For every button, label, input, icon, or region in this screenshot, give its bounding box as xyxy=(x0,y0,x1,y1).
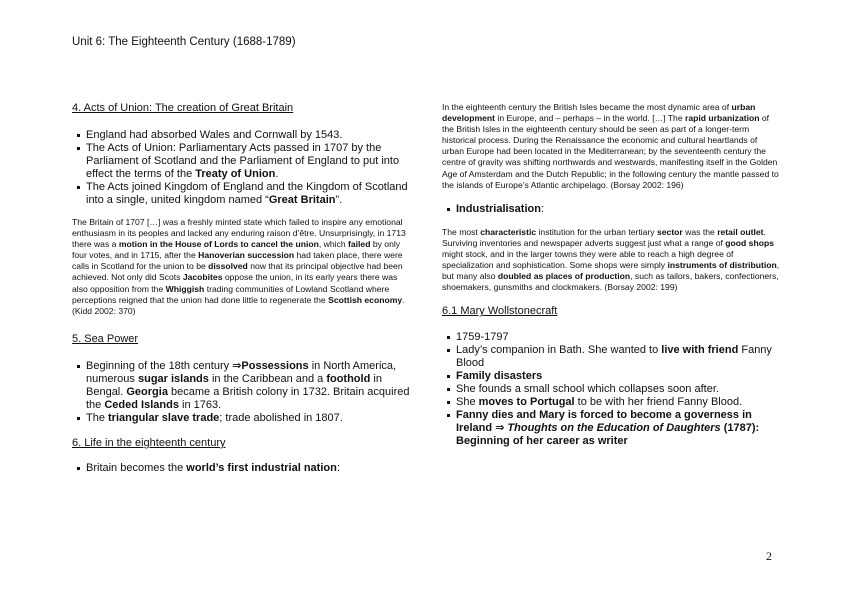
list-item: Lady’s companion in Bath. She wanted to live with friend Fanny Blood xyxy=(442,344,780,370)
right-column xyxy=(442,102,780,448)
wollstonecraft-list xyxy=(442,331,780,448)
acts-of-union-list xyxy=(72,129,414,207)
list-item: She moves to Portugal to be with her friend Fanny Blood. xyxy=(442,396,780,409)
list-item: England had absorbed Wales and Cornwall by 1543. xyxy=(72,129,414,142)
page-header: Unit 6: The Eighteenth Century (1688-1789) xyxy=(72,36,296,48)
section-heading-sea-power: 5. Sea Power xyxy=(72,332,139,345)
list-item: 1759-1797 xyxy=(442,331,780,344)
list-item: Family disasters xyxy=(442,370,780,383)
list-item: Industrialisation: xyxy=(442,203,780,216)
list-item: The triangular slave trade; trade abolished in 1807. xyxy=(72,412,414,425)
sea-power-list xyxy=(72,360,414,425)
quote-borsay-196: In the eighteenth century the British Isles became the most dynamic area of urban development in Europe, and – perhaps – in the world. […] The rapid urbanization of the British Isles in the eighteenth century should be seen as part of a longer-term historical process. During the Renaissance the economic and cultural heartlands of urban Europe had been located in the Mediterranean; by the seventeenth century the centre of gravity was shifting northwards and westwards, manifesting itself in the Golden Age of Amsterdam and the Dutch Republic; in the following century the mantle passed to the islands of Europe’s Atlantic archipelago. (Borsay 2002: 196) xyxy=(442,102,779,190)
list-item: The Acts of Union: Parliamentary Acts passed in 1707 by the Parliament of Scotland and the Parliament of England to put into effect the terms of the Treaty of Union. xyxy=(72,142,414,181)
list-item: Britain becomes the world’s first industrial nation: xyxy=(72,462,414,475)
list-item: She founds a small school which collapses soon after. xyxy=(442,383,780,396)
list-item: The Acts joined Kingdom of England and the Kingdom of Scotland into a single, united kingdom named “Great Britain”. xyxy=(72,181,414,207)
industrialisation-list xyxy=(442,203,780,216)
life-list xyxy=(72,462,414,475)
page-number: 2 xyxy=(766,549,772,563)
list-item: Beginning of the 18th century ⇒Possessions in North America, numerous sugar islands in the Caribbean and a foothold in Bengal. Georgia became a British colony in 1732. Britain acquired the Ceded Islands in 1763. xyxy=(72,360,414,412)
section-heading-wollstonecraft: 6.1 Mary Wollstonecraft xyxy=(442,305,558,318)
list-item: Fanny dies and Mary is forced to become a governess in Ireland ⇒ Thoughts on the Education of Daughters (1787): Beginning of her career as writer xyxy=(442,409,780,448)
left-column xyxy=(72,102,414,475)
arrow-icon: ⇒ xyxy=(495,422,505,435)
quote-borsay-199: The most characteristic institution for the urban tertiary sector was the retail outlet. Surviving inventories and newspaper adverts suggest just what a range of good shops might stock, and in the larger towns they were able to reach a high degree of specialization and sophistication. Some shops were simply instruments of distribution, but many also doubled as places of production, such as tailors, bakers, confectioners, shoemakers, gunsmiths and clockmakers. (Borsay 2002: 199) xyxy=(442,226,780,293)
quote-kidd: The Britain of 1707 […] was a freshly minted state which failed to inspire any emotional enthusiasm in its peoples and lacked any enduring raison d’être. Unsurprisingly, in 1713 there was a motion in the House of Lords to cancel the union, which failed by only four votes, and in 1715, after the Hanoverian succession had taken place, there were calls in Scotland for the union to be dissolved now that its principal objective had been achieved. Not only did Scots Jacobites oppose the union, in its early years there was also opposition from the Whiggish trading communities of Lowland Scotland where perceptions reigned that the union had done little to regenerate the Scottish economy. (Kidd 2002: 370) xyxy=(72,217,406,316)
arrow-icon: ⇒ xyxy=(232,359,242,372)
section-heading-life: 6. Life in the eighteenth century xyxy=(72,436,226,449)
section-heading-acts-of-union: 4. Acts of Union: The creation of Great Britain xyxy=(72,102,294,114)
